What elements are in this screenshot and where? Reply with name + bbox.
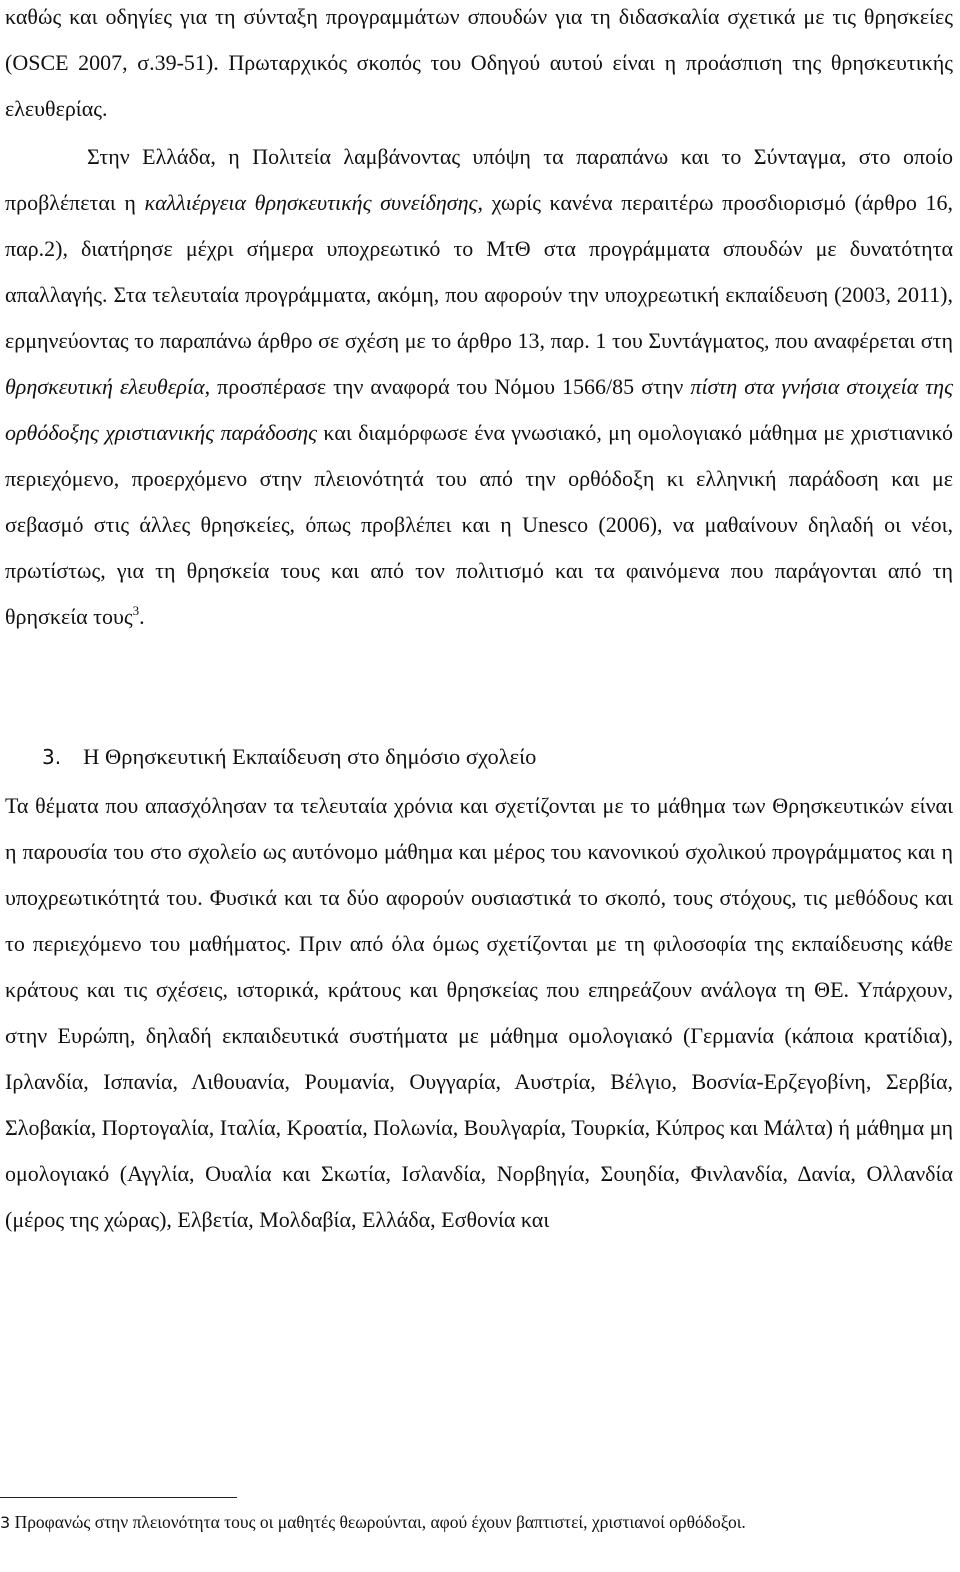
section-heading xyxy=(5,734,953,780)
paragraph-3-text: Τα θέματα που απασχόλησαν τα τελευταία χρόνια και σχετίζονται με το μάθημα των Θρησκευτικών είναι η παρουσία του στο σχολείο ως αυτόνομο μάθημα και μέρος του κανονικού σχολικού προγράμματος και η υποχρεωτικότητά του. Φυσικά και τα δύο αφορούν ουσιαστικά το σκοπό, τους στόχους, τις μεθόδους και το περιεχόμενο του μαθήματος. Πριν από όλα όμως σχετίζονται με τη φιλοσοφία της εκπαίδευσης κάθε κράτους και τις σχέσεις, ιστορικά, κράτους και θρησκείας που επηρεάζουν ανάλογα τη ΘΕ. Υπάρχουν, στην Ευρώπη, δηλαδή εκπαιδευτικά συστήματα με μάθημα ομολογιακό (Γερμανία (κάποια κρατίδια), Ιρλανδία, Ισπανία, Λιθουανία, Ρουμανία, Ουγγαρία, Αυστρία, Βέλγιο, Βοσνία-Ερζεγοβίνη, Σερβία, Σλοβακία, Πορτογαλία, Ιταλία, Κροατία, Πολωνία, Βουλγαρία, Τουρκία, Κύπρος και Μάλτα) ή μάθημα μη ομολογιακό (Αγγλία, Ουαλία και Σκωτία, Ισλανδία, Νορβηγία, Σουηδία, Φινλανδία, Δανία, Ολλανδία (μέρος της χώρας), Ελβετία, Μολδαβία, Ελλάδα, Εσθονία και xyxy=(5,793,953,1232)
paragraph-continuation xyxy=(5,0,953,132)
footnote-text: Προφανώς στην πλειονότητα τους οι μαθητές θεωρούνται, αφού έχουν βαπτιστεί, χριστιανοί ορθόδοξοι. xyxy=(10,1512,746,1532)
footnote-reference: 3 xyxy=(132,603,140,618)
paragraph-2-text-3: , προσπέρασε την αναφορά του Νόμου 1566/85 στην xyxy=(204,374,691,399)
italic-phrase-religious-freedom: θρησκευτική ελευθερία xyxy=(5,374,205,399)
paragraph-religious-education xyxy=(5,783,953,1243)
paragraph-1-text: καθώς και οδηγίες για τη σύνταξη προγραμμάτων σπουδών για τη διδασκαλία σχετικά με τις θρησκείες (OSCE 2007, σ.39-51). Πρωταρχικός σκοπός του Οδηγού αυτού είναι η προάσπιση της θρησκευτικής ελευθερίας. xyxy=(5,4,953,121)
footnote xyxy=(0,1508,940,1537)
section-number: 3. xyxy=(42,745,62,769)
footnote-number: 3 xyxy=(0,1513,11,1532)
paragraph-2-text-1: Στην Ελλάδα, η Πολιτεία λαμβάνοντας υπόψη τα παραπάνω και το Σύνταγμα, στο οποίο προβλέπεται η xyxy=(5,144,953,215)
italic-phrase-religious-conscience: καλλιέργεια θρησκευτικής συνείδησης xyxy=(144,190,478,215)
section-title: Η Θρησκευτική Εκπαίδευση στο δημόσιο σχολείο xyxy=(83,744,537,769)
document-page xyxy=(5,0,953,1243)
paragraph-2-text-2: , χωρίς κανένα περαιτέρω προσδιορισμό (άρθρο 16, παρ.2), διατήρησε μέχρι σήμερα υποχρεωτικό το ΜτΘ στα προγράμματα σπουδών με δυνατότητα απαλλαγής. Στα τελευταία προγράμματα, ακόμη, που αφορούν την υποχρεωτική εκπαίδευση (2003, 2011), ερμηνεύοντας το παραπάνω άρθρο σε σχέση με το άρθρο 13, παρ. 1 του Συντάγματος, που αναφέρεται στη xyxy=(5,190,954,353)
paragraph-2-text-4: και διαμόρφωσε ένα γνωσιακό, μη ομολογιακό μάθημα με χριστιανικό περιεχόμενο, προερχόμενο στην πλειονότητά του από την ορθόδοξη κι ελληνική παράδοση και με σεβασμό στις άλλες θρησκείες, όπως προβλέπει και η Unesco (2006), να μαθαίνουν δηλαδή οι νέοι, πρωτίστως, για τη θρησκεία τους και από τον πολιτισμό και τα φαινόμενα που παράγονται από τη θρησκεία τους xyxy=(5,420,953,629)
italic-phrase-orthodox-tradition: πίστη στα γνήσια στοιχεία της ορθόδοξης χριστιανικής παράδοσης xyxy=(5,374,953,445)
footnote-divider xyxy=(0,1497,237,1498)
paragraph-2-end: . xyxy=(139,604,145,629)
paragraph-greece-constitution xyxy=(5,134,953,640)
